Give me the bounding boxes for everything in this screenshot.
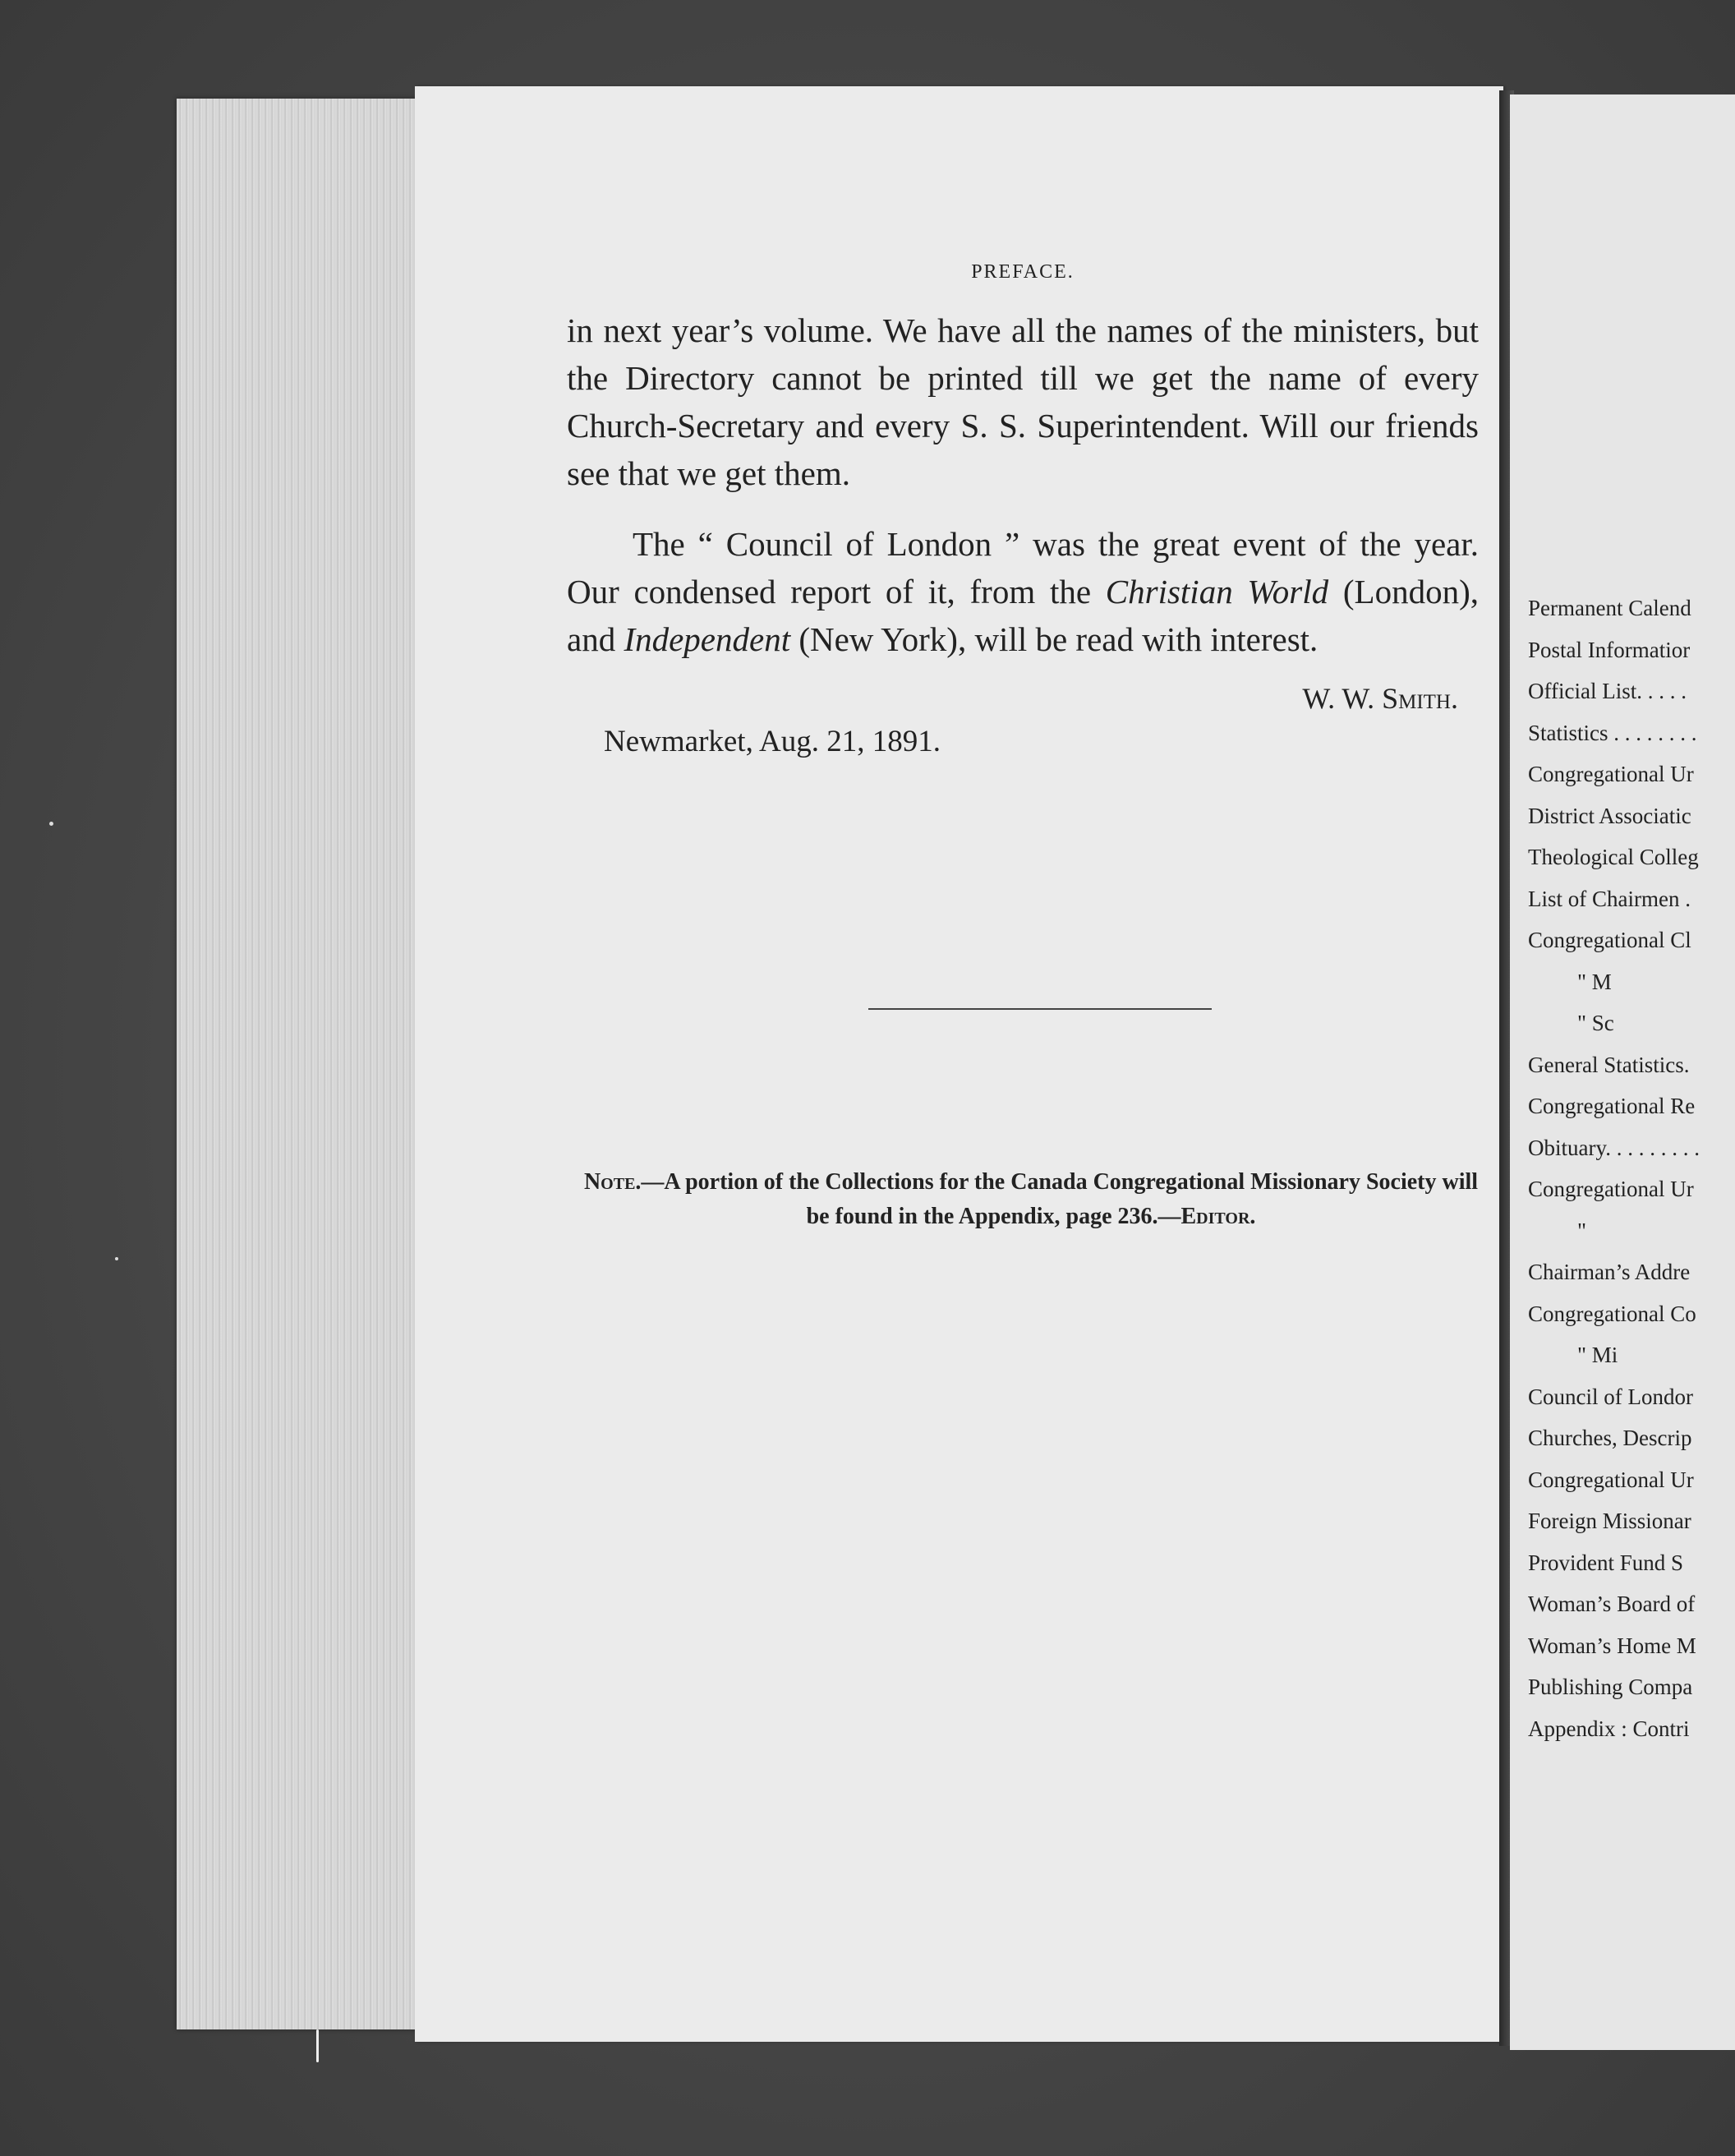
paragraph-2-text-b: (London), and xyxy=(567,573,1479,658)
toc-item: Theological Colleg xyxy=(1528,845,1699,869)
toc-item: List of Chairmen . xyxy=(1528,886,1691,911)
toc-item: Woman’s Home M xyxy=(1528,1633,1696,1658)
note-editor: Editor. xyxy=(1180,1204,1256,1229)
toc-item: " Sc xyxy=(1577,1011,1614,1035)
paragraph-2-text-a: The “ Council of London ” was the great event of the year. Our condensed report of it, from the xyxy=(567,525,1479,610)
toc-item: " Mi xyxy=(1577,1343,1618,1367)
toc-item: Council of Londor xyxy=(1528,1384,1693,1409)
toc-item: Congregational Ur xyxy=(1528,762,1694,786)
horizontal-rule xyxy=(868,1008,1212,1010)
toc-item: District Associatic xyxy=(1528,803,1691,828)
note-text: —A portion of the Collections for the Canada Congregational Missionary Society will be found in the Appendix, page 236.— xyxy=(641,1169,1479,1229)
toc-item: General Statistics. xyxy=(1528,1052,1690,1077)
toc-item: Woman’s Board of xyxy=(1528,1592,1696,1616)
toc-item: Provident Fund S xyxy=(1528,1550,1684,1575)
note-label: Note. xyxy=(583,1169,642,1195)
toc-item: Obituary. . . . . . . . . xyxy=(1528,1135,1700,1160)
toc-item: Congregational Cl xyxy=(1528,928,1691,952)
toc-item: " xyxy=(1577,1218,1587,1243)
toc-item: Postal Informatior xyxy=(1528,637,1691,662)
toc-item: Foreign Missionar xyxy=(1528,1509,1691,1533)
left-page-text xyxy=(567,261,1479,759)
toc-item: Congregational Ur xyxy=(1528,1467,1694,1492)
toc-item: Official List. . . . . xyxy=(1528,679,1687,703)
preface-paragraph-2 xyxy=(567,520,1479,663)
place-date: Newmarket, Aug. 21, 1891. xyxy=(604,725,941,758)
dust-speck xyxy=(316,2029,319,2062)
toc-item: " M xyxy=(1577,969,1612,994)
toc-item: Publishing Compa xyxy=(1528,1675,1693,1699)
running-head: PREFACE. xyxy=(971,261,1075,283)
toc-item: Appendix : Contri xyxy=(1528,1716,1690,1741)
toc-item: Congregational Ur xyxy=(1528,1177,1694,1201)
toc-item: Statistics . . . . . . . . xyxy=(1528,720,1697,745)
preface-paragraph-1: in next year’s volume. We have all the names of the ministers, but the Directory cannot be printed till we get the name of every Church-Secretary and every S. S. Superintendent. Will our friends see that we get them. xyxy=(567,311,1479,492)
paragraph-2-text-c: (New York), will be read with interest. xyxy=(790,620,1319,658)
toc-item: Permanent Calend xyxy=(1528,596,1691,620)
dust-speck xyxy=(115,1257,118,1260)
christian-world-title: Christian World xyxy=(1105,573,1329,610)
author-signature: W. W. Smith. xyxy=(1302,682,1458,715)
table-of-contents xyxy=(1528,587,1735,1749)
dust-speck xyxy=(49,822,53,826)
toc-item: Chairman’s Addre xyxy=(1528,1260,1691,1284)
page-edges xyxy=(177,99,423,2029)
editor-note xyxy=(575,1165,1487,1234)
toc-item: Congregational Re xyxy=(1528,1094,1696,1118)
toc-item: Congregational Co xyxy=(1528,1301,1696,1326)
independent-title: Independent xyxy=(624,620,791,658)
toc-item: Churches, Descrip xyxy=(1528,1426,1692,1450)
